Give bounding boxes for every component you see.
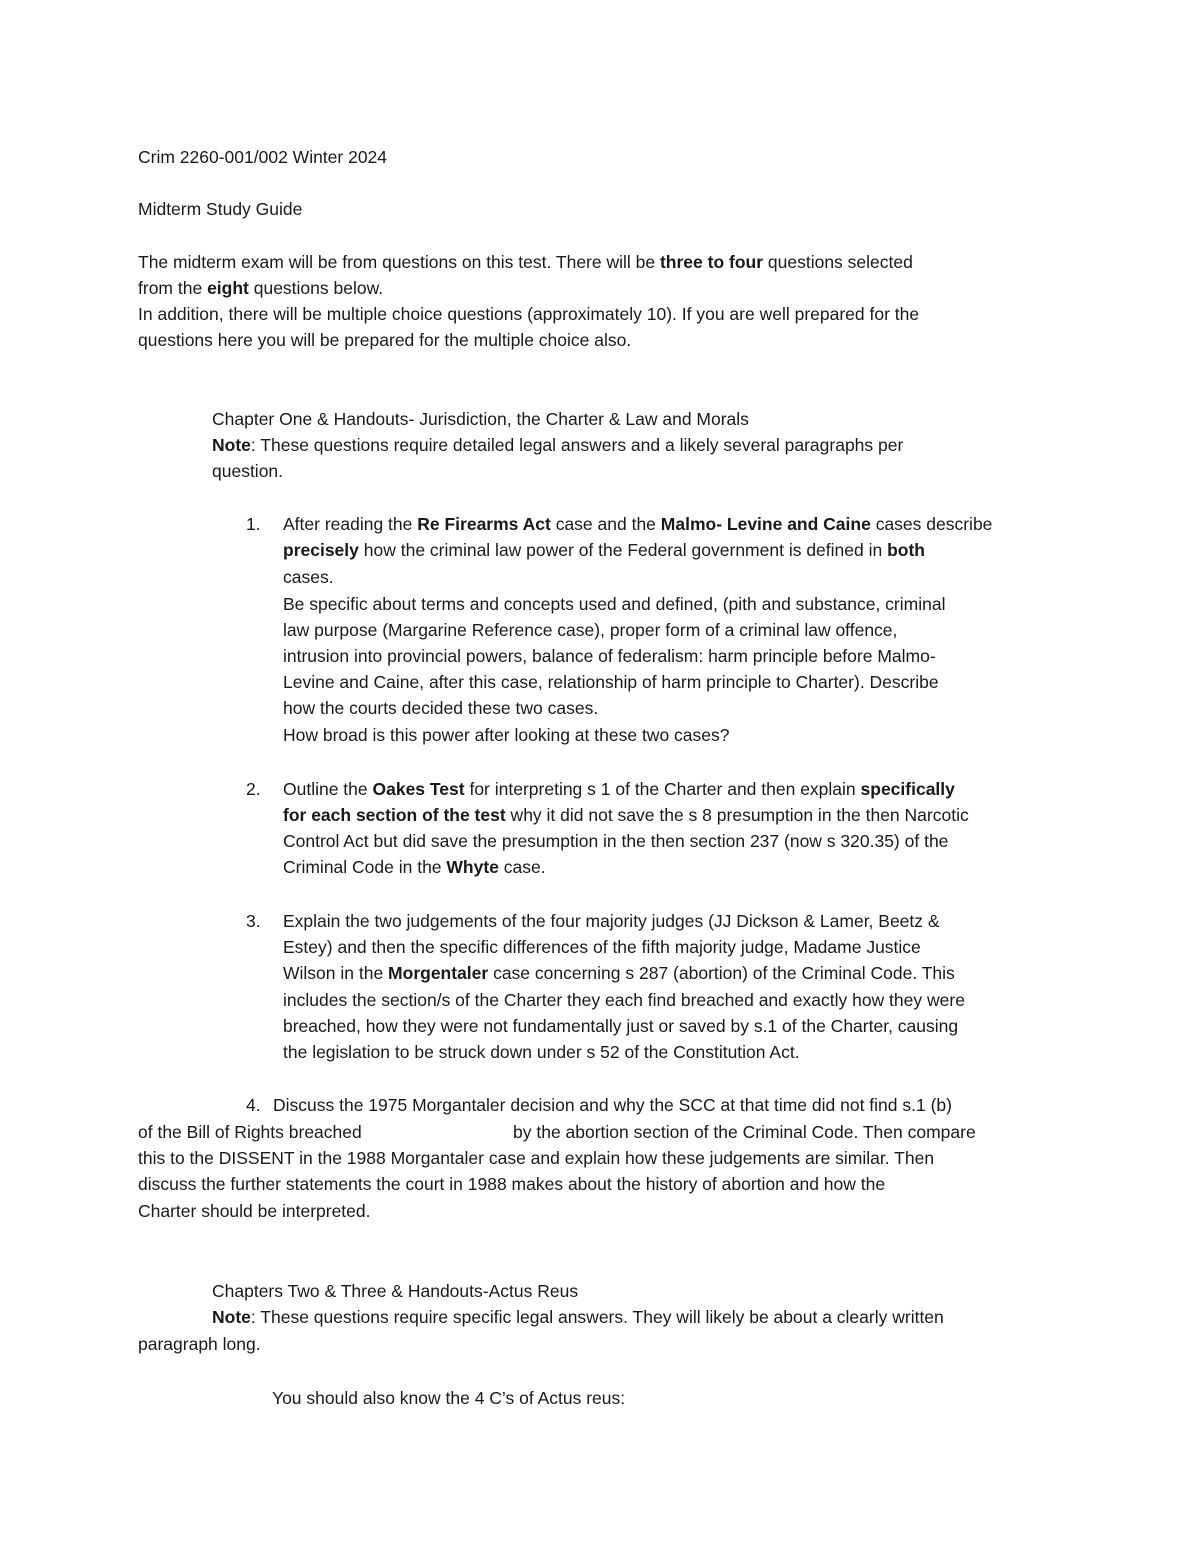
q1-line-7: Levine and Caine, after this case, relationship of harm principle to Charter). Describe [283,672,939,692]
section2-note-line-1 [212,1304,944,1330]
question-number-4: 4. [246,1095,261,1115]
intro-line-3: In addition, there will be multiple choice questions (approximately 10). If you are well prepared for the [138,304,920,324]
q2-text: Criminal Code in the [283,857,447,877]
intro-line-2 [138,275,383,301]
q1-line-1 [283,511,992,537]
q4-line-5: Charter should be interpreted. [138,1201,371,1221]
q1-text: cases describe [870,514,993,534]
q4-line-4: discuss the further statements the court in 1988 makes about the history of abortion and how the [138,1174,886,1194]
q1-emphasis: precisely [283,540,359,560]
q2-line-4 [283,854,546,880]
four-cs-actus-reus: You should also know the 4 C’s of Actus reus: [272,1388,626,1408]
q3-line-1: Explain the two judgements of the four majority judges (JJ Dickson & Lamer, Beetz & [283,911,940,931]
section1-note-line-2: question. [212,461,284,481]
note-label: Note [212,435,251,455]
q2-emphasis: for each section of the test [283,805,506,825]
q2-line-3: Control Act but did save the presumption in the then section 237 (now s 320.35) of the [283,831,949,851]
q1-text: how the criminal law power of the Federal government is defined in [358,540,888,560]
section2-note-line-2: paragraph long. [138,1334,261,1354]
intro-text: questions below. [248,278,384,298]
q2-emphasis: specifically [860,779,955,799]
q4-line-2b: by the abortion section of the Criminal Code. Then compare [513,1122,976,1142]
intro-text: from the [138,278,208,298]
q3-line-5: breached, how they were not fundamentally just or saved by s.1 of the Charter, causing [283,1016,959,1036]
q1-line-4: Be specific about terms and concepts used and defined, (pith and substance, criminal [283,594,946,614]
section1-note-line-1 [212,432,903,458]
q3-line-4: includes the section/s of the Charter they each find breached and exactly how they were [283,990,965,1010]
section-heading-chapter-one: Chapter One & Handouts- Jurisdiction, the Charter & Law and Morals [212,409,749,429]
q3-line-3 [283,960,955,986]
q1-text: case and the [550,514,661,534]
note-label: Note [212,1307,251,1327]
q1-line-6: intrusion into provincial powers, balance of federalism: harm principle before Malmo- [283,646,936,666]
q2-text: for interpreting s 1 of the Charter and then explain [464,779,861,799]
question-number-1: 1. [246,514,261,534]
q3-line-6: the legislation to be struck down under s 52 of the Constitution Act. [283,1042,800,1062]
note-text: : These questions require detailed legal answers and a likely several paragraphs per [250,435,904,455]
q2-emphasis: Oakes Test [372,779,465,799]
q1-emphasis: both [887,540,925,560]
q4-line-1: Discuss the 1975 Morgantaler decision and why the SCC at that time did not find s.1 (b) [273,1095,952,1115]
q1-line-8: how the courts decided these two cases. [283,698,599,718]
course-code: Crim 2260-001/002 Winter 2024 [138,147,388,167]
q4-line-2a: of the Bill of Rights breached [138,1122,362,1142]
q3-line-2: Estey) and then the specific differences of the fifth majority judge, Madame Justice [283,937,921,957]
q1-line-9: How broad is this power after looking at these two cases? [283,725,730,745]
q3-text: case concerning s 287 (abortion) of the Criminal Code. This [488,963,955,983]
intro-emphasis: eight [207,278,249,298]
section-heading-actus-reus: Chapters Two & Three & Handouts-Actus Reus [212,1281,579,1301]
q3-emphasis: Morgentaler [388,963,489,983]
question-number-3: 3. [246,911,261,931]
q2-text: why it did not save the s 8 presumption in the then Narcotic [505,805,969,825]
note-text: : These questions require specific legal answers. They will likely be about a clearly written [250,1307,944,1327]
intro-text: The midterm exam will be from questions on this test. There will be [138,252,660,272]
q2-text: Outline the [283,779,373,799]
question-number-2: 2. [246,779,261,799]
q1-emphasis: Malmo- Levine and Caine [660,514,871,534]
q1-emphasis: Re Firearms Act [417,514,551,534]
q2-emphasis: Whyte [446,857,499,877]
q2-line-1 [283,776,955,802]
q4-line-3: this to the DISSENT in the 1988 Morgantaler case and explain how these judgements are similar. Then [138,1148,935,1168]
q1-line-3: cases. [283,567,334,587]
q2-line-2 [283,802,969,828]
q1-line-5: law purpose (Margarine Reference case), proper form of a criminal law offence, [283,620,898,640]
intro-text: questions selected [763,252,913,272]
q1-text: After reading the [283,514,418,534]
q2-text: case. [498,857,546,877]
document-title: Midterm Study Guide [138,199,303,219]
q3-text: Wilson in the [283,963,389,983]
intro-line-1 [138,249,913,275]
intro-line-4: questions here you will be prepared for the multiple choice also. [138,330,632,350]
intro-emphasis: three to four [659,252,764,272]
q1-line-2 [283,537,925,563]
